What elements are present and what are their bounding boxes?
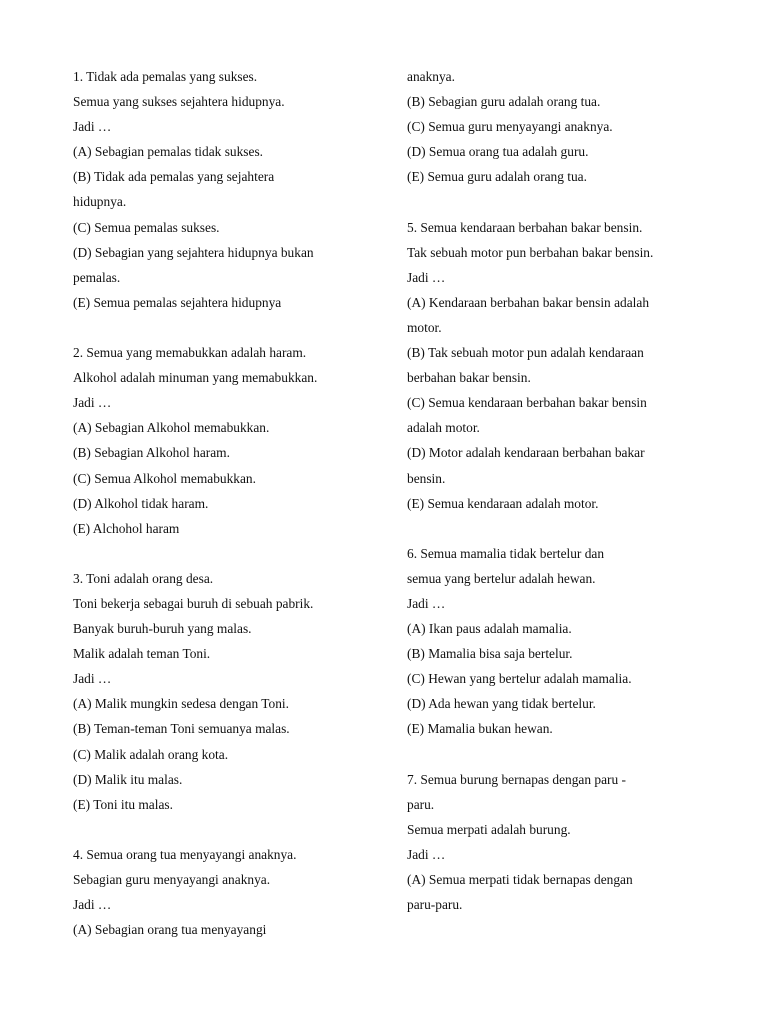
text-line: Toni bekerja sebagai buruh di sebuah pabrik. (73, 595, 314, 611)
text-line: (C) Semua kendaraan berbahan bakar bensin (407, 395, 647, 411)
paragraph-gap (73, 817, 373, 842)
text-line: (D) Alkohol tidak haram. (73, 495, 209, 511)
text-line: Jadi … (407, 269, 446, 285)
text-line: (B) Sebagian guru adalah orang tua. (407, 94, 601, 110)
text-line: Jadi … (73, 395, 112, 411)
text-line: motor. (407, 319, 442, 335)
text-line: (B) Mamalia bisa saja bertelur. (407, 646, 573, 662)
text-line: paru-paru. (407, 897, 463, 913)
text-line: (A) Sebagian Alkohol memabukkan. (73, 420, 270, 436)
text-line: 4. Semua orang tua menyayangi anaknya. (73, 846, 297, 862)
right-column (407, 64, 707, 917)
text-line: semua yang bertelur adalah hewan. (407, 570, 596, 586)
text-line: Banyak buruh-buruh yang malas. (73, 621, 252, 637)
text-line: (A) Semua merpati tidak bernapas dengan (407, 872, 633, 887)
text-line: (A) Sebagian orang tua menyayangi (73, 922, 267, 938)
text-line: (D) Sebagian yang sejahtera hidupnya bukan (73, 244, 314, 260)
text-line: Tak sebuah motor pun berbahan bakar bensin. (407, 244, 654, 260)
text-line: (E) Toni itu malas. (73, 796, 173, 812)
text-line: Malik adalah teman Toni. (73, 646, 211, 662)
text-line: 7. Semua burung bernapas dengan paru - (407, 771, 627, 787)
text-line: (E) Mamalia bukan hewan. (407, 721, 553, 737)
text-line: (E) Semua pemalas sejahtera hidupnya (73, 294, 282, 310)
text-line: (D) Ada hewan yang tidak bertelur. (407, 696, 596, 712)
text-line: (C) Hewan yang bertelur adalah mamalia. (407, 671, 632, 687)
text-line: (A) Ikan paus adalah mamalia. (407, 621, 572, 637)
text-line: (E) Alchohol haram (73, 520, 180, 536)
text-line: Sebagian guru menyayangi anaknya. (73, 872, 271, 887)
text-line: 2. Semua yang memabukkan adalah haram. (73, 345, 307, 361)
text-line: 5. Semua kendaraan berbahan bakar bensin. (407, 219, 643, 235)
text-line: berbahan bakar bensin. (407, 370, 531, 386)
text-line: pemalas. (73, 269, 121, 285)
paragraph-gap (73, 315, 373, 340)
text-line: (E) Semua guru adalah orang tua. (407, 169, 587, 185)
text-line: Semua merpati adalah burung. (407, 821, 571, 837)
text-line: paru. (407, 796, 435, 812)
text-line: Semua yang sukses sejahtera hidupnya. (73, 94, 285, 110)
text-line: anaknya. (407, 69, 455, 84)
text-line: Jadi … (407, 595, 446, 611)
text-line: (C) Semua guru menyayangi anaknya. (407, 119, 613, 135)
text-line: (E) Semua kendaraan adalah motor. (407, 495, 599, 511)
text-line: bensin. (407, 470, 446, 486)
text-line: adalah motor. (407, 420, 480, 436)
text-line: hidupnya. (73, 194, 127, 210)
text-line: (A) Malik mungkin sedesa dengan Toni. (73, 696, 290, 712)
paragraph-gap (73, 541, 373, 566)
text-line: (A) Sebagian pemalas tidak sukses. (73, 144, 264, 160)
text-line: Jadi … (407, 846, 446, 862)
text-line: Jadi … (73, 119, 112, 135)
paragraph-gap (407, 742, 707, 767)
text-line: 1. Tidak ada pemalas yang sukses. (73, 69, 258, 84)
text-line: 3. Toni adalah orang desa. (73, 570, 214, 586)
text-line: (D) Semua orang tua adalah guru. (407, 144, 589, 160)
text-line: Jadi … (73, 897, 112, 913)
text-line: Alkohol adalah minuman yang memabukkan. (73, 370, 318, 386)
text-line: (B) Sebagian Alkohol haram. (73, 445, 230, 461)
text-line: (C) Semua pemalas sukses. (73, 219, 220, 235)
paragraph-gap (407, 189, 707, 214)
text-line: Jadi … (73, 671, 112, 687)
text-line: 6. Semua mamalia tidak bertelur dan (407, 545, 605, 561)
text-line: (B) Teman-teman Toni semuanya malas. (73, 721, 290, 737)
text-line: (D) Motor adalah kendaraan berbahan bakar (407, 445, 645, 461)
text-line: (B) Tak sebuah motor pun adalah kendaraan (407, 345, 644, 361)
text-line: (D) Malik itu malas. (73, 771, 183, 787)
text-line: (B) Tidak ada pemalas yang sejahtera (73, 169, 275, 185)
text-line: (C) Semua Alkohol memabukkan. (73, 470, 256, 486)
paragraph-gap (407, 516, 707, 541)
text-line: (C) Malik adalah orang kota. (73, 746, 229, 762)
left-column (73, 64, 373, 942)
text-line: (A) Kendaraan berbahan bakar bensin adalah (407, 294, 650, 310)
